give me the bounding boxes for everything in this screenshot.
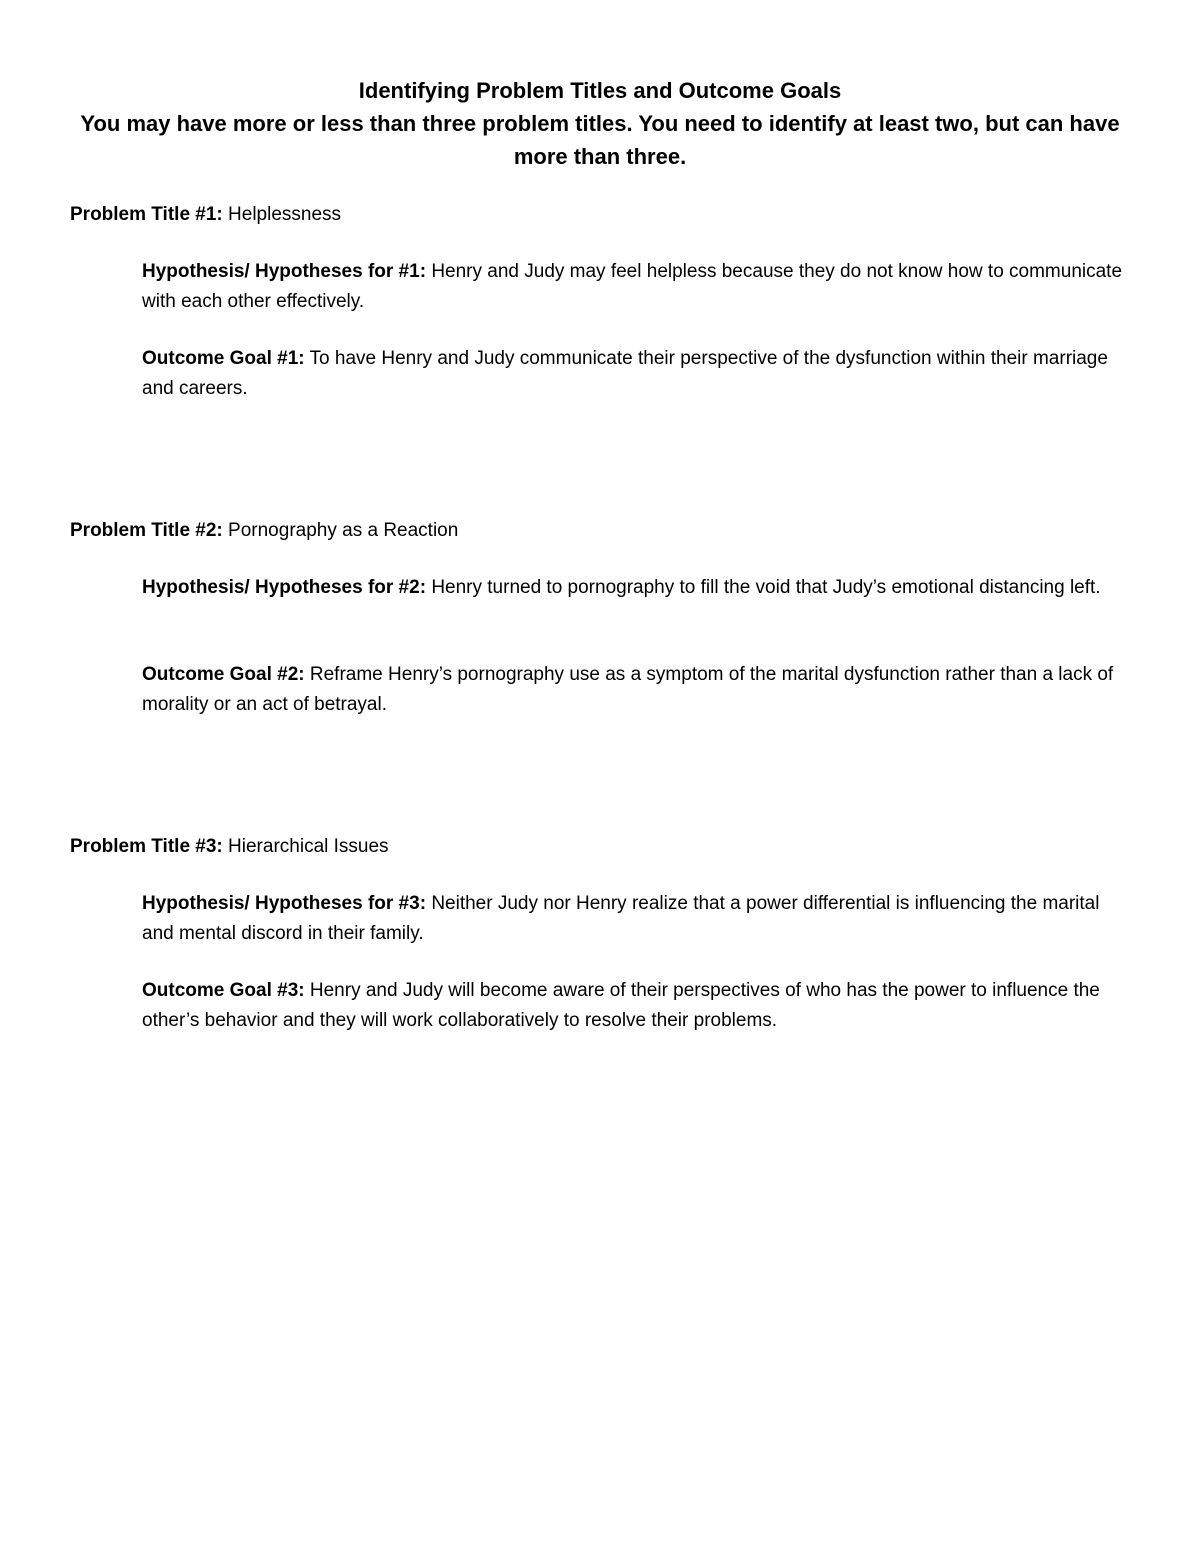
hypothesis-1 bbox=[142, 257, 1127, 317]
hypothesis-text: Henry and Judy may feel helpless because they do not know how to communicate with each other effectively. bbox=[142, 261, 1123, 312]
problem-title-value: Pornography as a Reaction bbox=[228, 520, 459, 541]
hypothesis-2 bbox=[142, 573, 1127, 603]
document-title: Identifying Problem Titles and Outcome Goals bbox=[358, 78, 842, 103]
document-heading bbox=[70, 74, 1130, 173]
problem-title-label: Problem Title #3: bbox=[70, 836, 223, 857]
outcome-goal-label: Outcome Goal #1: bbox=[142, 348, 305, 369]
document-instructions: You may have more or less than three problem titles. You need to identify at least two, but can have more than three. bbox=[80, 111, 1120, 169]
problem-title-value: Helplessness bbox=[228, 204, 342, 225]
outcome-goal-text: Henry and Judy will become aware of their perspectives of who has the power to influence the other’s behavior and they will work collaboratively to resolve their problems. bbox=[142, 980, 1100, 1031]
hypothesis-text: Neither Judy nor Henry realize that a power differential is influencing the marital and mental discord in their family. bbox=[142, 893, 1100, 944]
outcome-goal-label: Outcome Goal #3: bbox=[142, 980, 305, 1001]
problem-title-1 bbox=[70, 200, 341, 230]
outcome-goal-2 bbox=[142, 660, 1127, 720]
hypothesis-3 bbox=[142, 889, 1127, 949]
problem-title-2 bbox=[70, 516, 458, 546]
problem-title-3 bbox=[70, 832, 389, 862]
outcome-goal-text: Reframe Henry’s pornography use as a symptom of the marital dysfunction rather than a lack of morality or an act of betrayal. bbox=[142, 664, 1114, 715]
outcome-goal-3 bbox=[142, 976, 1127, 1036]
outcome-goal-label: Outcome Goal #2: bbox=[142, 664, 305, 685]
hypothesis-label: Hypothesis/ Hypotheses for #2: bbox=[142, 577, 427, 598]
problem-title-label: Problem Title #1: bbox=[70, 204, 223, 225]
hypothesis-label: Hypothesis/ Hypotheses for #1: bbox=[142, 261, 427, 282]
hypothesis-text: Henry turned to pornography to fill the void that Judy’s emotional distancing left. bbox=[431, 577, 1101, 598]
problem-title-label: Problem Title #2: bbox=[70, 520, 223, 541]
hypothesis-label: Hypothesis/ Hypotheses for #3: bbox=[142, 893, 427, 914]
problem-title-value: Hierarchical Issues bbox=[228, 836, 389, 857]
outcome-goal-1 bbox=[142, 344, 1127, 404]
outcome-goal-text: To have Henry and Judy communicate their perspective of the dysfunction within their marriage and careers. bbox=[142, 348, 1108, 399]
